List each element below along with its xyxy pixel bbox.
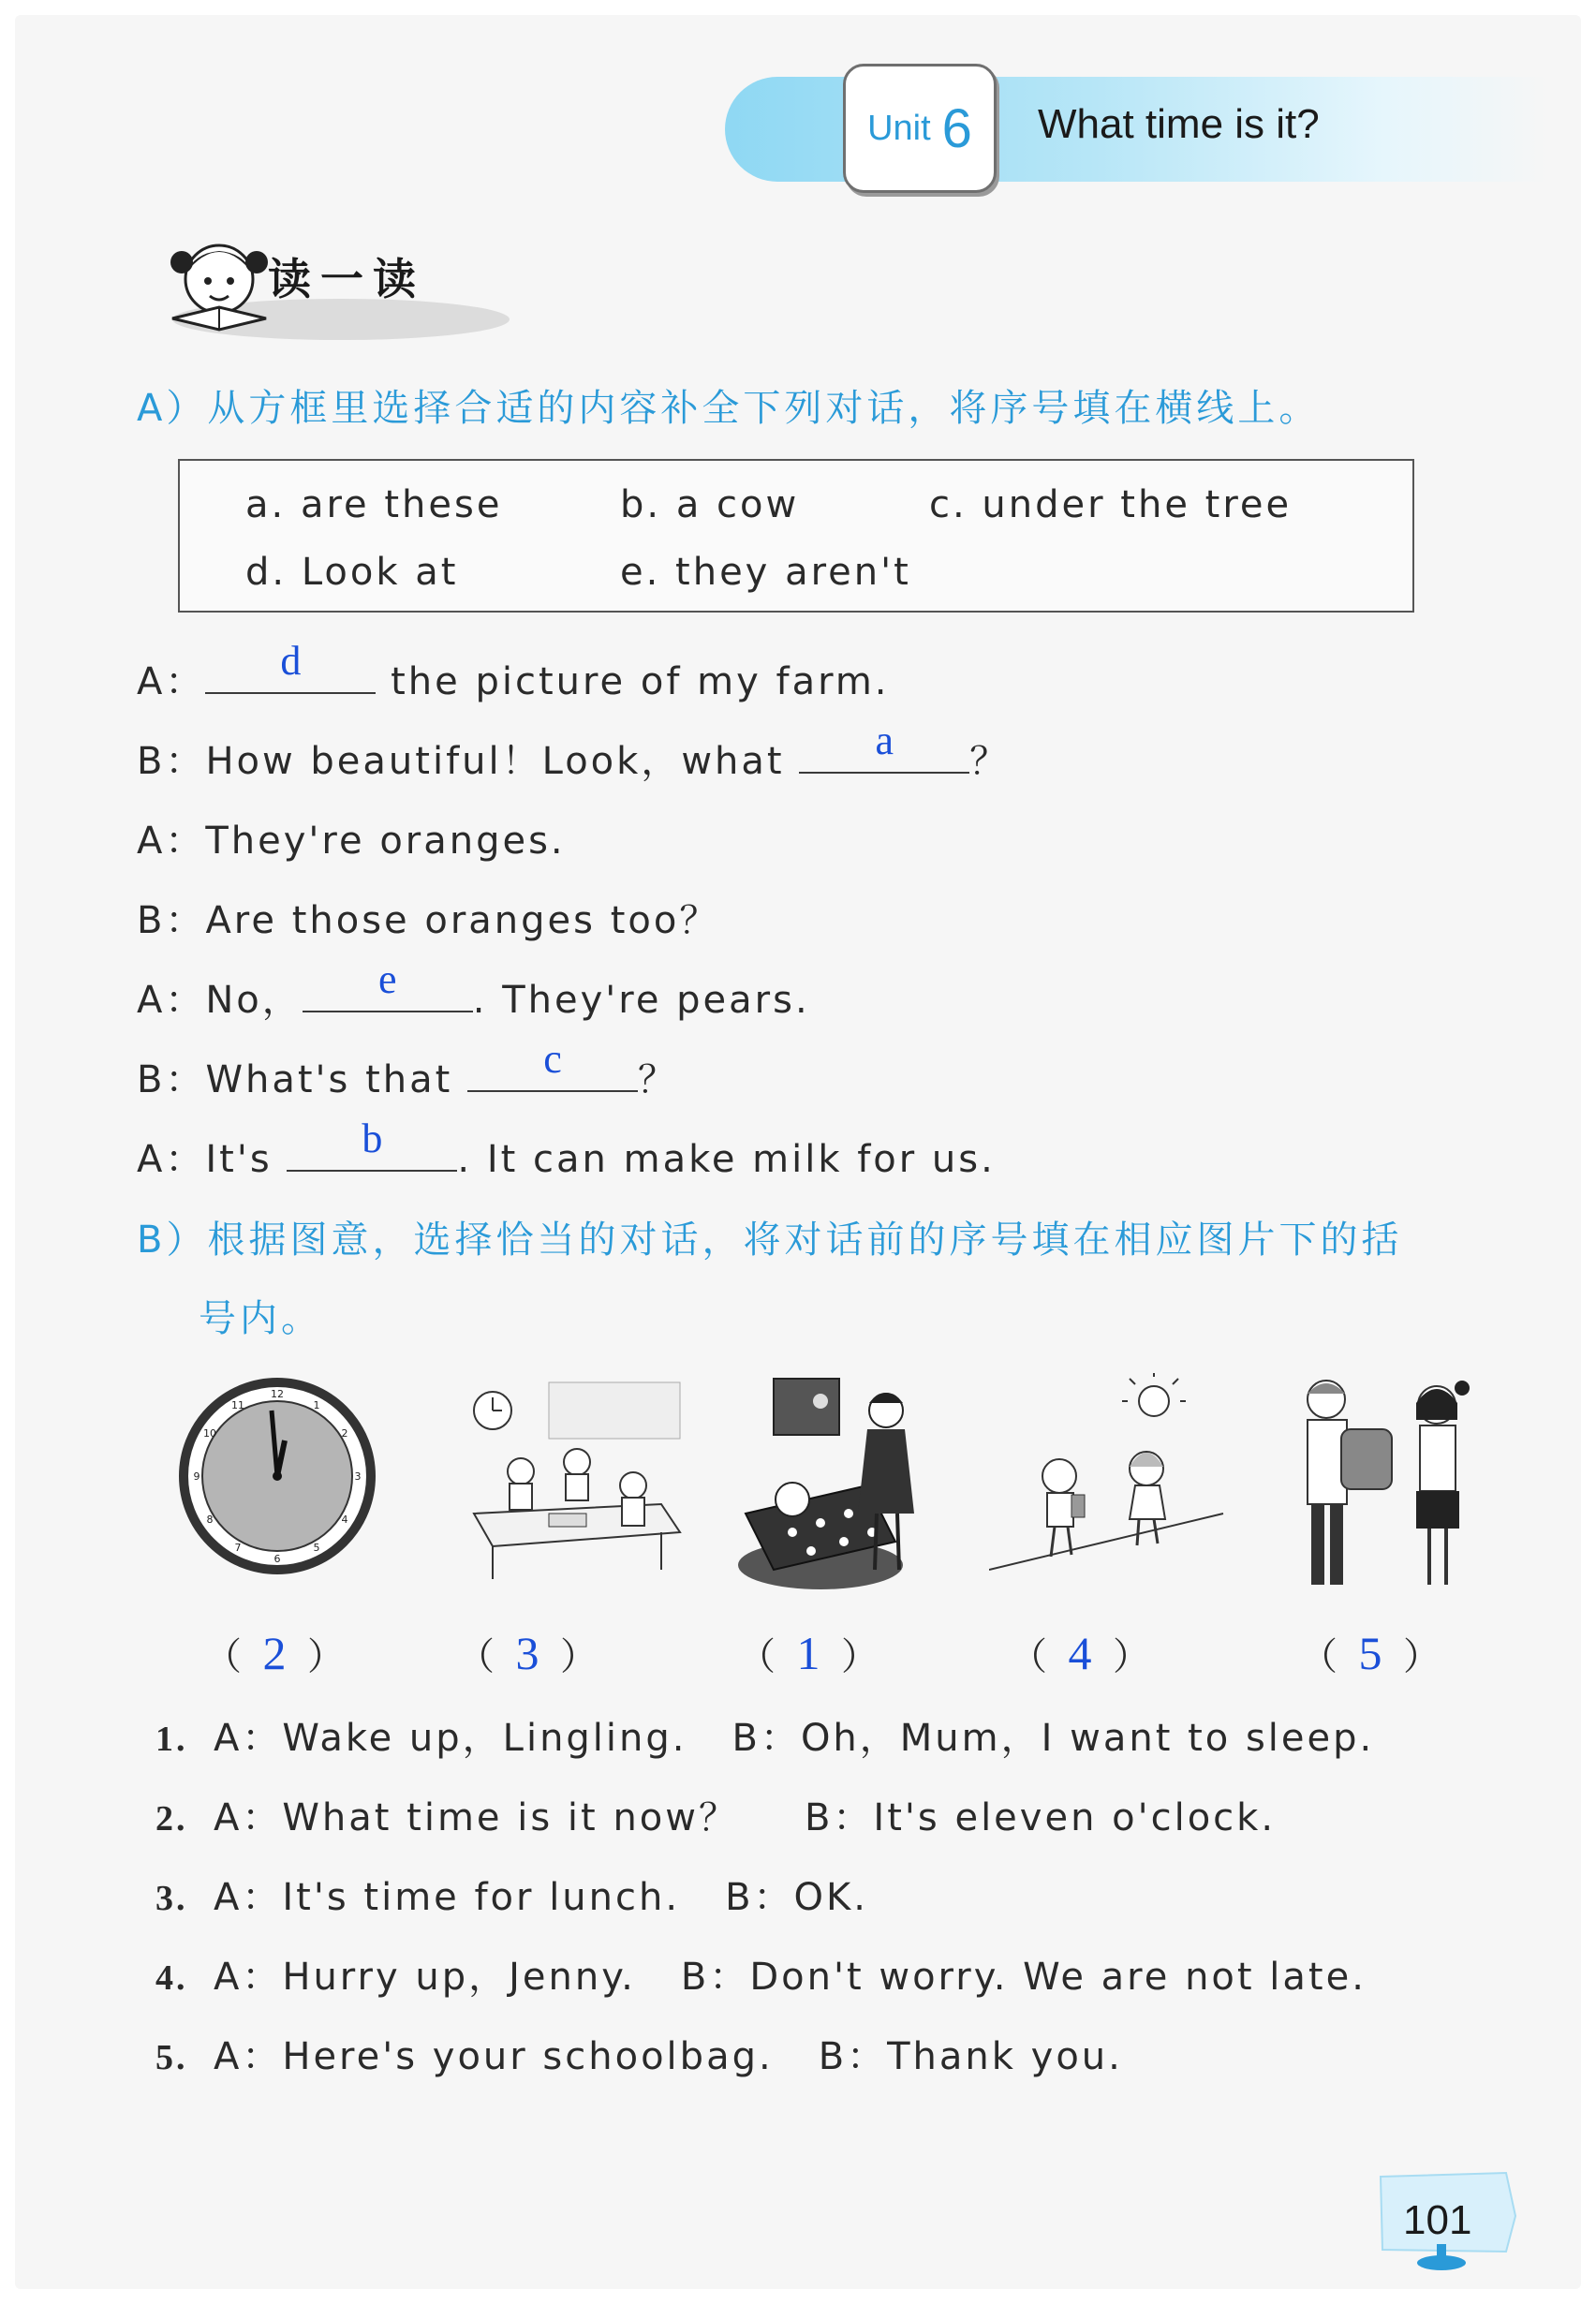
answer-paren: （ 2 ） (204, 1627, 345, 1679)
part-a-instruction: A）从方框里选择合适的内容补全下列对话，将序号填在横线上。 (137, 387, 1321, 430)
section-title: 读一读 (268, 254, 425, 304)
lunch-table-picture (455, 1373, 689, 1588)
answer-paren: （ 4 ） (1010, 1627, 1150, 1679)
svg-text:12: 12 (271, 1388, 284, 1400)
answer-text[interactable]: 3 (515, 1627, 539, 1679)
unit-badge (843, 64, 997, 193)
answer-text: a (875, 717, 894, 763)
dialogue-line: A：No， e . They're pears. (137, 956, 810, 1022)
answer-text: c (543, 1036, 562, 1082)
answer-text: e (378, 956, 397, 1002)
answer-text[interactable]: 5 (1358, 1627, 1382, 1679)
answer-blank[interactable] (799, 717, 969, 774)
numbered-dialogue: 1. A：Wake up，Lingling. B：Oh，Mum，I want to sleep. (155, 1717, 1375, 1760)
svg-text:2: 2 (341, 1427, 348, 1440)
numbered-dialogue: 5. A：Here's your schoolbag. B：Thank you. (155, 2035, 1123, 2078)
answer-text[interactable]: 4 (1068, 1627, 1092, 1679)
svg-text:8: 8 (206, 1514, 214, 1526)
answer-blank[interactable] (205, 638, 376, 694)
option-d: d. Look at (245, 551, 459, 594)
answer-text[interactable]: 1 (796, 1627, 820, 1679)
answer-text: d (280, 638, 302, 684)
numbered-dialogue: 3. A：It's time for lunch. B：OK. (155, 1876, 868, 1919)
dialogue-line: B：How beautiful！Look，what a ？ (137, 717, 1011, 783)
answer-blank[interactable] (467, 1036, 638, 1092)
bedroom-wakeup-picture (736, 1373, 942, 1598)
dialogue-line: A：It's b . It can make milk for us. (137, 1115, 996, 1181)
svg-text:5: 5 (313, 1542, 320, 1554)
svg-text:6: 6 (273, 1553, 281, 1565)
answer-blank[interactable] (303, 956, 473, 1012)
option-e: e. they aren't (620, 551, 911, 594)
option-b: b. a cow (620, 483, 800, 526)
answer-paren: （ 1 ） (738, 1627, 879, 1679)
answer-blank[interactable] (287, 1115, 457, 1172)
svg-text:7: 7 (234, 1542, 242, 1554)
answer-text[interactable]: 2 (262, 1627, 287, 1679)
dialogue-line: A：They're oranges. (137, 820, 566, 863)
part-b-instruction: B）根据图意，选择恰当的对话，将对话前的序号填在相应图片下的括 (137, 1219, 1403, 1262)
numbered-dialogue: 4. A：Hurry up，Jenny. B：Don't worry. We are not late. (155, 1956, 1367, 1999)
option-c: c. under the tree (929, 483, 1293, 526)
page-number: 101 (1403, 2197, 1472, 2243)
svg-text:1: 1 (313, 1399, 320, 1411)
unit-title: What time is it? (1038, 101, 1320, 147)
answer-text: b (362, 1115, 383, 1161)
dialogue-line: A： d the picture of my farm. (137, 638, 890, 703)
unit-word: Unit (867, 108, 931, 148)
answer-paren: （ 5 ） (1300, 1627, 1441, 1679)
svg-text:9: 9 (193, 1470, 200, 1483)
numbered-dialogue: 2. A：What time is it now？ B：It's eleven o'clock. (155, 1796, 1277, 1839)
workbook-page (15, 15, 1581, 2289)
svg-text:10: 10 (203, 1427, 216, 1440)
schoolbag-handover-picture (1270, 1373, 1495, 1598)
option-a: a. are these (245, 483, 503, 526)
children-walking-picture (989, 1373, 1233, 1588)
unit-number: 6 (941, 97, 972, 159)
answer-paren: （ 3 ） (457, 1627, 598, 1679)
dialogue-line: B：Are those oranges too？ (137, 899, 720, 942)
part-b-instruction-cont: 号内。 (199, 1297, 322, 1340)
svg-text:4: 4 (341, 1514, 348, 1526)
word-bank-box (178, 459, 1414, 613)
svg-text:3: 3 (354, 1470, 362, 1483)
dialogue-line: B：What's that c ？ (137, 1036, 679, 1101)
svg-text:11: 11 (231, 1399, 244, 1411)
clock-picture (174, 1373, 380, 1579)
